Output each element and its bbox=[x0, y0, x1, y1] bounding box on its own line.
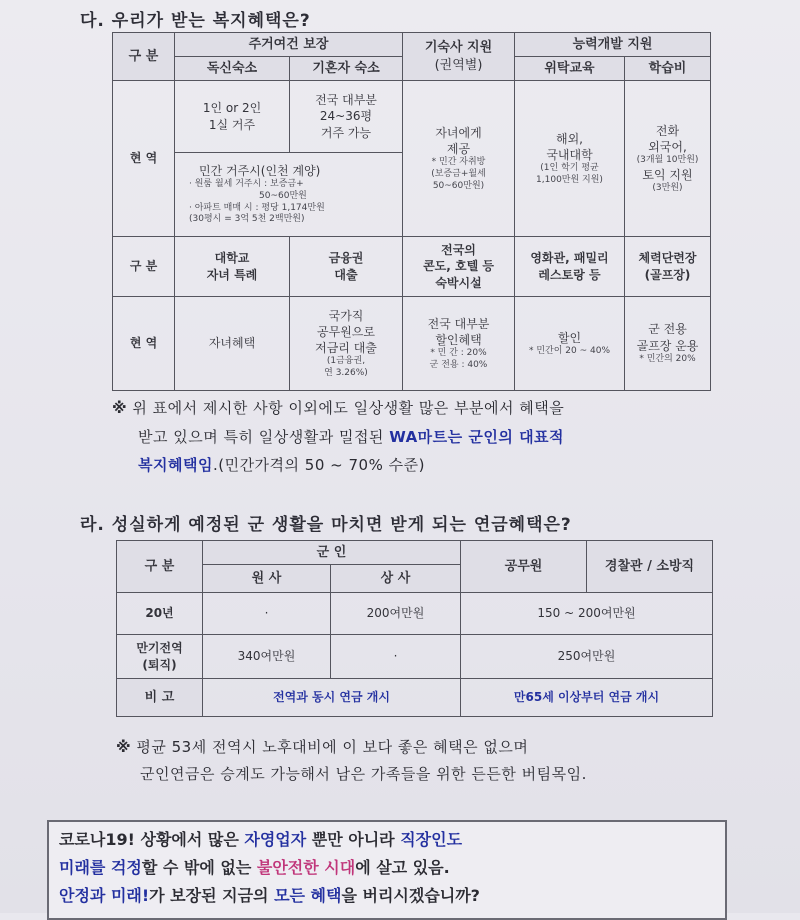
th-housing: 주거여건 보장 bbox=[175, 33, 403, 57]
th2-enlisted: 원 사 bbox=[203, 565, 331, 593]
cell-child: 자녀혜택 bbox=[175, 297, 290, 391]
cell-consign: 해외, 국내대학 (1인 학기 평균 1,100만원 지원) bbox=[515, 81, 625, 237]
message-box bbox=[47, 820, 727, 920]
cell-movie: 할인 * 민간이 20 ~ 40% bbox=[515, 297, 625, 391]
th-finance: 금융권 대출 bbox=[290, 237, 403, 297]
pension-table bbox=[116, 540, 713, 717]
row-gubun-2: 구 분 bbox=[113, 237, 175, 297]
cell-civilian-housing: 민간 거주시(인천 계양) · 원룸 월세 거주시 : 보증금+ 50~60만원 · 아파트 매매 시 : 평당 1,174만원 (30평시 = 3억 5천 2백만원) bbox=[175, 153, 403, 237]
cell-full-civil: 250여만원 bbox=[461, 635, 713, 679]
th2-police: 경찰관 / 소방직 bbox=[587, 541, 713, 593]
cell-20-civil: 150 ~ 200여만원 bbox=[461, 593, 713, 635]
row-current-2: 현 역 bbox=[113, 297, 175, 391]
th-golf: 체력단련장 (골프장) bbox=[625, 237, 711, 297]
th-married: 기혼자 숙소 bbox=[290, 57, 403, 81]
cell-golf: 군 전용 골프장 운용 * 민간의 20% bbox=[625, 297, 711, 391]
pension-note: ※ 평균 53세 전역시 노후대비에 이 보다 좋은 혜택은 없으며 군인연금은 승계도 가능해서 남은 가족들을 위한 든든한 버팀목임. bbox=[116, 738, 587, 783]
welfare-note: ※ 위 표에서 제시한 사항 이외에도 일상생활 많은 부분에서 혜택을 받고 있으며 특히 일상생활과 밀접된 WA마트는 군인의 대표적 복지혜택임.(민간가격의 50 ~ 70% 수준) bbox=[112, 399, 565, 474]
row-20y: 20년 bbox=[117, 593, 203, 635]
th-condo: 전국의 콘도, 호텔 등 숙박시설 bbox=[403, 237, 515, 297]
cell-20-ssgt: 200여만원 bbox=[331, 593, 461, 635]
th-gubun: 구 분 bbox=[113, 33, 175, 81]
message-line-1: 코로나19! 상황에서 많은 자영업자 뿐만 아니라 직장인도 bbox=[59, 830, 463, 849]
cell-single: 1인 or 2인 1실 거주 bbox=[175, 81, 290, 153]
cell-full-enlisted: 340여만원 bbox=[203, 635, 331, 679]
th2-gubun: 구 분 bbox=[117, 541, 203, 593]
row-remark: 비 고 bbox=[117, 679, 203, 717]
cell-married: 전국 대부분 24~36평 거주 가능 bbox=[290, 81, 403, 153]
section-da-title: 다. 우리가 받는 복지혜택은? bbox=[80, 11, 311, 31]
section-ra-title: 라. 성실하게 예정된 군 생활을 마치면 받게 되는 연금혜택은? bbox=[80, 515, 572, 535]
message-line-2: 미래를 걱정할 수 밖에 없는 불안전한 시대에 살고 있음. bbox=[59, 858, 450, 877]
cell-tuition: 전화 외국어, (3개월 10만원) 토익 지원 (3만원) bbox=[625, 81, 711, 237]
message-line-3: 안정과 미래!가 보장된 지금의 모든 혜택을 버리시겠습니까? bbox=[59, 886, 480, 905]
cell-full-ssgt: · bbox=[331, 635, 461, 679]
th2-civil: 공무원 bbox=[461, 541, 587, 593]
th-movie: 영화관, 패밀리 레스토랑 등 bbox=[515, 237, 625, 297]
th-tuition: 학습비 bbox=[625, 57, 711, 81]
welfare-table bbox=[112, 32, 711, 391]
th-dorm: 기숙사 지원 (권역별) bbox=[403, 33, 515, 81]
th-consign: 위탁교육 bbox=[515, 57, 625, 81]
row-full: 만기전역 (퇴직) bbox=[117, 635, 203, 679]
cell-dorm: 자녀에게 제공 * 민간 자취방 (보증금+월세 50~60만원) bbox=[403, 81, 515, 237]
cell-20-enlisted: · bbox=[203, 593, 331, 635]
th2-military: 군 인 bbox=[203, 541, 461, 565]
th-ability: 능력개발 지원 bbox=[515, 33, 711, 57]
cell-condo: 전국 대부분 할인혜택 * 민 간 : 20% 군 전용 : 40% bbox=[403, 297, 515, 391]
th-univ: 대학교 자녀 특례 bbox=[175, 237, 290, 297]
th2-ssgt: 상 사 bbox=[331, 565, 461, 593]
th-single: 독신숙소 bbox=[175, 57, 290, 81]
cell-remark-civil: 만65세 이상부터 연금 개시 bbox=[461, 679, 713, 717]
row-current: 현 역 bbox=[113, 81, 175, 237]
cell-remark-military: 전역과 동시 연금 개시 bbox=[203, 679, 461, 717]
cell-finance: 국가직 공무원으로 저금리 대출 (1금융권, 연 3.26%) bbox=[290, 297, 403, 391]
